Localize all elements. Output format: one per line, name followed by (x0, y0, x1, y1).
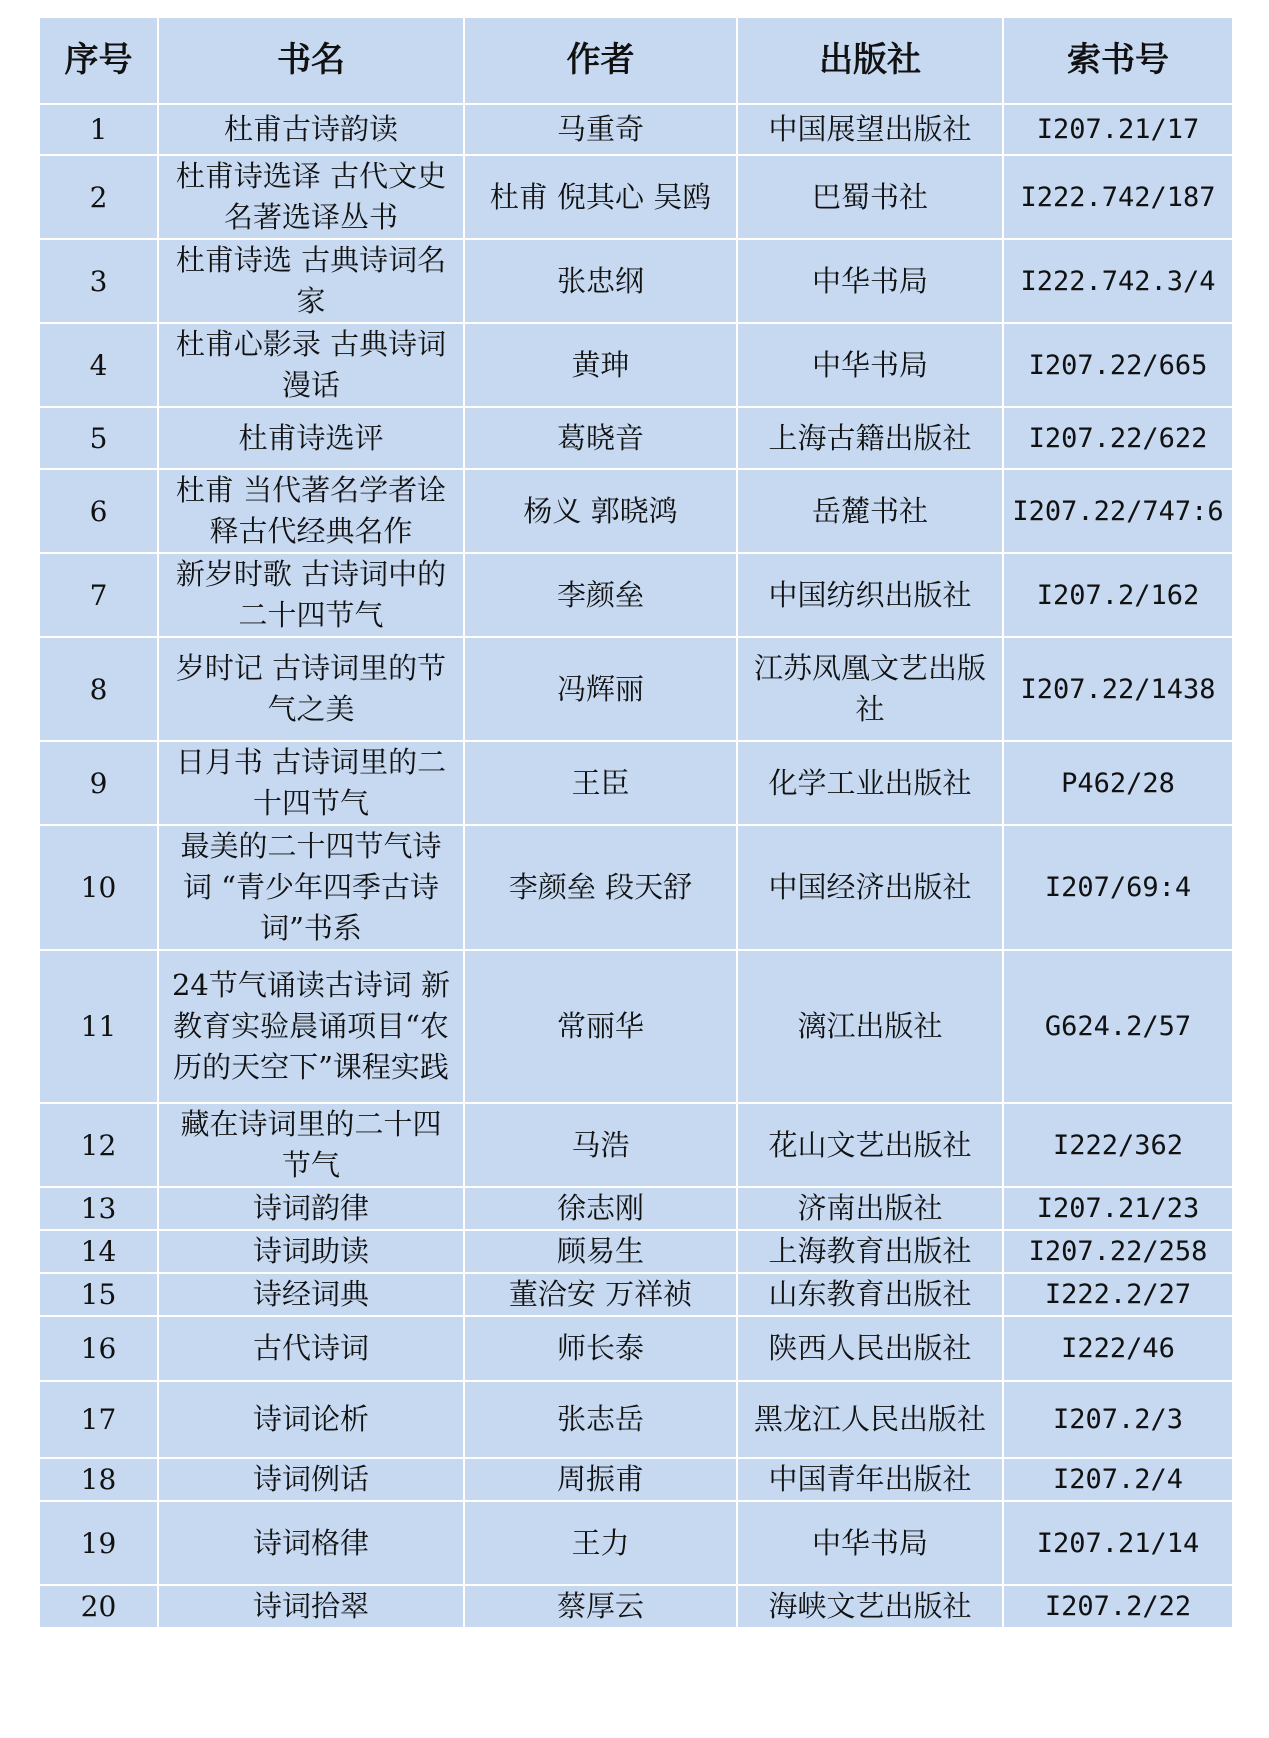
table-row (39, 155, 1233, 239)
call-number-cell: I222.742.3/4 (1003, 239, 1233, 323)
title-cell: 藏在诗词里的二十四节气 (158, 1103, 464, 1187)
table-row (39, 950, 1233, 1103)
title-cell: 最美的二十四节气诗词 “青少年四季古诗词”书系 (158, 825, 464, 950)
table-row (39, 1458, 1233, 1501)
number-cell: 8 (39, 637, 158, 741)
title-cell: 24节气诵读古诗词 新教育实验晨诵项目“农历的天空下”课程实践 (158, 950, 464, 1103)
title-cell: 诗词拾翠 (158, 1585, 464, 1628)
number-cell: 15 (39, 1273, 158, 1316)
call-number-cell: I207.22/1438 (1003, 637, 1233, 741)
table-row (39, 1501, 1233, 1585)
author-cell: 马浩 (464, 1103, 737, 1187)
call-number-cell: I207.2/162 (1003, 553, 1233, 637)
publisher-cell: 漓江出版社 (737, 950, 1003, 1103)
number-cell: 2 (39, 155, 158, 239)
header-publisher: 出版社 (737, 17, 1003, 104)
table-row (39, 1230, 1233, 1273)
number-cell: 17 (39, 1381, 158, 1458)
author-cell: 张志岳 (464, 1381, 737, 1458)
call-number-cell: I207.2/4 (1003, 1458, 1233, 1501)
publisher-cell: 上海古籍出版社 (737, 407, 1003, 469)
number-cell: 1 (39, 104, 158, 155)
title-cell: 杜甫诗选评 (158, 407, 464, 469)
call-number-cell: I207.22/258 (1003, 1230, 1233, 1273)
header-call-number: 索书号 (1003, 17, 1233, 104)
call-number-cell: I207.2/22 (1003, 1585, 1233, 1628)
author-cell: 常丽华 (464, 950, 737, 1103)
publisher-cell: 江苏凤凰文艺出版社 (737, 637, 1003, 741)
call-number-cell: I207.21/14 (1003, 1501, 1233, 1585)
title-cell: 诗词助读 (158, 1230, 464, 1273)
call-number-cell: I207.22/622 (1003, 407, 1233, 469)
header-number: 序号 (39, 17, 158, 104)
table-row (39, 1103, 1233, 1187)
table-row (39, 1381, 1233, 1458)
publisher-cell: 上海教育出版社 (737, 1230, 1003, 1273)
author-cell: 王力 (464, 1501, 737, 1585)
author-cell: 蔡厚云 (464, 1585, 737, 1628)
call-number-cell: I222/362 (1003, 1103, 1233, 1187)
call-number-cell: I222.2/27 (1003, 1273, 1233, 1316)
table-row (39, 1187, 1233, 1230)
author-cell: 杜甫 倪其心 吴鸥 (464, 155, 737, 239)
title-cell: 杜甫心影录 古典诗词漫话 (158, 323, 464, 407)
number-cell: 4 (39, 323, 158, 407)
number-cell: 13 (39, 1187, 158, 1230)
table-row (39, 1316, 1233, 1381)
number-cell: 7 (39, 553, 158, 637)
call-number-cell: I207.2/3 (1003, 1381, 1233, 1458)
title-cell: 诗经词典 (158, 1273, 464, 1316)
number-cell: 6 (39, 469, 158, 553)
call-number-cell: G624.2/57 (1003, 950, 1233, 1103)
number-cell: 19 (39, 1501, 158, 1585)
title-cell: 杜甫诗选 古典诗词名家 (158, 239, 464, 323)
publisher-cell: 岳麓书社 (737, 469, 1003, 553)
table-row (39, 239, 1233, 323)
number-cell: 10 (39, 825, 158, 950)
author-cell: 董洽安 万祥祯 (464, 1273, 737, 1316)
publisher-cell: 中国纺织出版社 (737, 553, 1003, 637)
title-cell: 杜甫诗选译 古代文史名著选译丛书 (158, 155, 464, 239)
number-cell: 14 (39, 1230, 158, 1273)
publisher-cell: 中国展望出版社 (737, 104, 1003, 155)
table-row (39, 407, 1233, 469)
title-cell: 诗词论析 (158, 1381, 464, 1458)
table-row (39, 323, 1233, 407)
author-cell: 黄珅 (464, 323, 737, 407)
table-row (39, 825, 1233, 950)
author-cell: 周振甫 (464, 1458, 737, 1501)
author-cell: 冯辉丽 (464, 637, 737, 741)
call-number-cell: I222/46 (1003, 1316, 1233, 1381)
publisher-cell: 中华书局 (737, 1501, 1003, 1585)
number-cell: 16 (39, 1316, 158, 1381)
author-cell: 杨义 郭晓鸿 (464, 469, 737, 553)
table-body (39, 104, 1233, 1628)
title-cell: 杜甫古诗韵读 (158, 104, 464, 155)
number-cell: 12 (39, 1103, 158, 1187)
publisher-cell: 花山文艺出版社 (737, 1103, 1003, 1187)
publisher-cell: 化学工业出版社 (737, 741, 1003, 825)
number-cell: 18 (39, 1458, 158, 1501)
table-row (39, 1585, 1233, 1628)
call-number-cell: I207.22/747:6 (1003, 469, 1233, 553)
author-cell: 李颜垒 段天舒 (464, 825, 737, 950)
title-cell: 古代诗词 (158, 1316, 464, 1381)
header-title: 书名 (158, 17, 464, 104)
book-table (38, 16, 1234, 1629)
publisher-cell: 山东教育出版社 (737, 1273, 1003, 1316)
publisher-cell: 济南出版社 (737, 1187, 1003, 1230)
call-number-cell: I207.21/17 (1003, 104, 1233, 155)
title-cell: 岁时记 古诗词里的节气之美 (158, 637, 464, 741)
table-row (39, 637, 1233, 741)
author-cell: 师长泰 (464, 1316, 737, 1381)
author-cell: 徐志刚 (464, 1187, 737, 1230)
table-row (39, 469, 1233, 553)
number-cell: 11 (39, 950, 158, 1103)
publisher-cell: 陕西人民出版社 (737, 1316, 1003, 1381)
publisher-cell: 海峡文艺出版社 (737, 1585, 1003, 1628)
author-cell: 葛晓音 (464, 407, 737, 469)
title-cell: 日月书 古诗词里的二十四节气 (158, 741, 464, 825)
number-cell: 9 (39, 741, 158, 825)
number-cell: 5 (39, 407, 158, 469)
number-cell: 3 (39, 239, 158, 323)
number-cell: 20 (39, 1585, 158, 1628)
author-cell: 顾易生 (464, 1230, 737, 1273)
publisher-cell: 中华书局 (737, 239, 1003, 323)
call-number-cell: I207.21/23 (1003, 1187, 1233, 1230)
table-row (39, 1273, 1233, 1316)
title-cell: 诗词例话 (158, 1458, 464, 1501)
publisher-cell: 巴蜀书社 (737, 155, 1003, 239)
publisher-cell: 黑龙江人民出版社 (737, 1381, 1003, 1458)
table-row (39, 741, 1233, 825)
call-number-cell: I207/69:4 (1003, 825, 1233, 950)
publisher-cell: 中国经济出版社 (737, 825, 1003, 950)
title-cell: 新岁时歌 古诗词中的二十四节气 (158, 553, 464, 637)
call-number-cell: P462/28 (1003, 741, 1233, 825)
author-cell: 张忠纲 (464, 239, 737, 323)
author-cell: 李颜垒 (464, 553, 737, 637)
header-row (39, 17, 1233, 104)
call-number-cell: I222.742/187 (1003, 155, 1233, 239)
title-cell: 诗词韵律 (158, 1187, 464, 1230)
book-list (38, 16, 1232, 1629)
call-number-cell: I207.22/665 (1003, 323, 1233, 407)
title-cell: 诗词格律 (158, 1501, 464, 1585)
author-cell: 马重奇 (464, 104, 737, 155)
table-row (39, 553, 1233, 637)
publisher-cell: 中国青年出版社 (737, 1458, 1003, 1501)
table-row (39, 104, 1233, 155)
title-cell: 杜甫 当代著名学者诠释古代经典名作 (158, 469, 464, 553)
header-author: 作者 (464, 17, 737, 104)
author-cell: 王臣 (464, 741, 737, 825)
publisher-cell: 中华书局 (737, 323, 1003, 407)
